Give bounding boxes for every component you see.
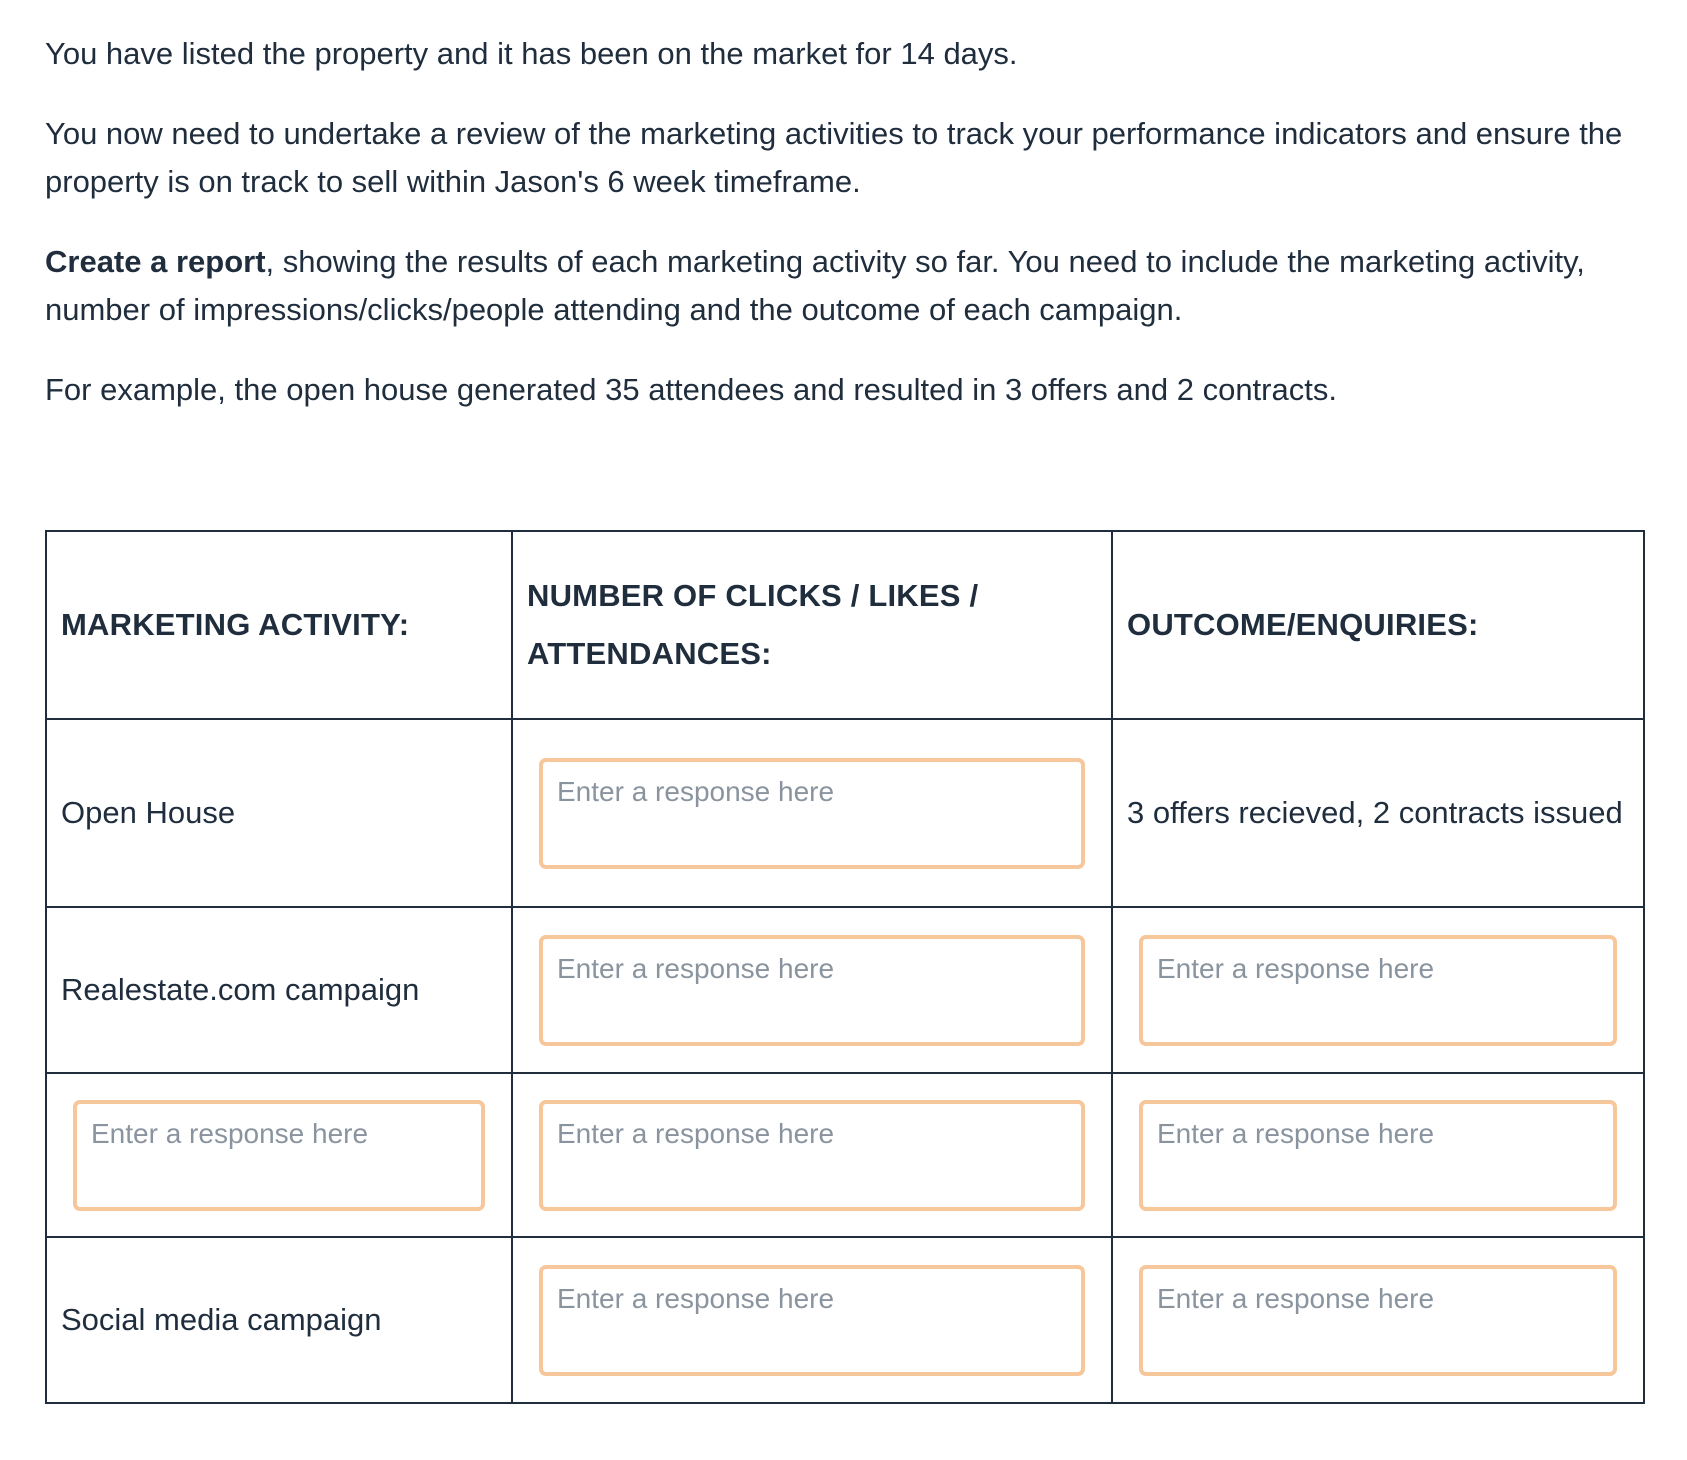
activity-label: Social media campaign (61, 1302, 382, 1337)
clicks-cell (512, 1073, 1112, 1237)
activity-cell (46, 907, 512, 1073)
instructions (45, 30, 1642, 414)
intro-paragraph-4: For example, the open house generated 35 attendees and resulted in 3 offers and 2 contracts. (45, 372, 1337, 407)
intro-paragraph-3-text: , showing the results of each marketing activity so far. You need to include the marketing activity, number of impressions/clicks/people attending and the outcome of each campaign. (45, 244, 1585, 327)
clicks-cell (512, 719, 1112, 907)
header-clicks-likes-attendances: NUMBER OF CLICKS / LIKES / ATTENDANCES: (512, 531, 1112, 719)
table-header-row (46, 531, 1644, 719)
header-marketing-activity: MARKETING ACTIVITY: (46, 531, 512, 719)
outcome-cell (1112, 1237, 1644, 1403)
activity-cell (46, 1237, 512, 1403)
social-media-clicks-input[interactable] (539, 1265, 1085, 1376)
input-placeholder: Enter a response here (557, 1117, 835, 1149)
input-placeholder: Enter a response here (1157, 1117, 1435, 1149)
table-row (46, 907, 1644, 1073)
outcome-text: 3 offers recieved, 2 contracts issued (1127, 795, 1623, 830)
table-row (46, 1073, 1644, 1237)
custom-activity-clicks-input[interactable] (539, 1100, 1085, 1211)
outcome-cell (1112, 1073, 1644, 1237)
activity-label: Open House (61, 795, 236, 830)
marketing-report-table (45, 530, 1645, 1404)
realestate-outcome-input[interactable] (1139, 935, 1617, 1046)
input-placeholder: Enter a response here (91, 1117, 369, 1149)
clicks-cell (512, 907, 1112, 1073)
input-placeholder: Enter a response here (1157, 952, 1435, 984)
social-media-outcome-input[interactable] (1139, 1265, 1617, 1376)
table-row (46, 1237, 1644, 1403)
create-report-emphasis: Create a report (45, 244, 266, 279)
activity-name-input[interactable] (73, 1100, 485, 1211)
custom-activity-outcome-input[interactable] (1139, 1100, 1617, 1211)
input-placeholder: Enter a response here (1157, 1282, 1435, 1314)
clicks-cell (512, 1237, 1112, 1403)
activity-cell (46, 1073, 512, 1237)
intro-paragraph-3 (45, 238, 1642, 334)
outcome-cell (1112, 907, 1644, 1073)
outcome-cell (1112, 719, 1644, 907)
activity-label: Realestate.com campaign (61, 972, 420, 1007)
table-row (46, 719, 1644, 907)
input-placeholder: Enter a response here (557, 1282, 835, 1314)
header-outcome-enquiries: OUTCOME/ENQUIRIES: (1112, 531, 1644, 719)
realestate-clicks-input[interactable] (539, 935, 1085, 1046)
open-house-clicks-input[interactable] (539, 758, 1085, 869)
input-placeholder: Enter a response here (557, 775, 835, 807)
intro-paragraph-1: You have listed the property and it has been on the market for 14 days. (45, 36, 1018, 71)
intro-paragraph-2: You now need to undertake a review of the marketing activities to track your performance indicators and ensure the property is on track to sell within Jason's 6 week timeframe. (45, 116, 1623, 199)
input-placeholder: Enter a response here (557, 952, 835, 984)
activity-cell (46, 719, 512, 907)
